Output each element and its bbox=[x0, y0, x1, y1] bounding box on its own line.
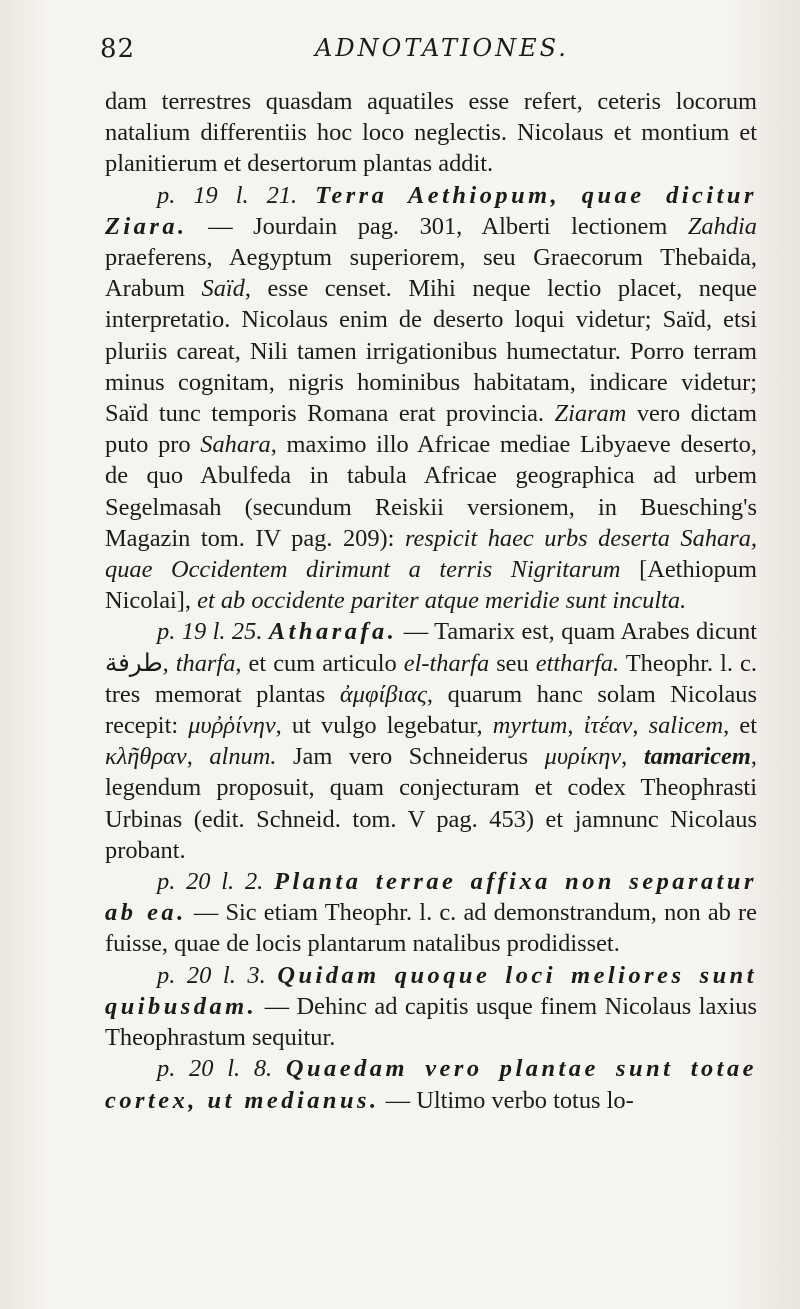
note-lemma: Atharafa. bbox=[268, 618, 398, 646]
note-lemma: Planta terrae affixa non separatur ab ea. bbox=[105, 868, 757, 927]
note-text: Jam vero Schneiderus bbox=[293, 743, 529, 771]
note-text: , legendum proposuit, quam conjecturam et codex Theophrasti Urbinas (edit. Schneid. tom. V pag. 453) et jamnunc Nicolaus probant. bbox=[105, 743, 757, 864]
greek-word: ἀμφίβιας bbox=[339, 680, 427, 708]
note-lemma: Terra Aethiopum, quae dicitur Ziara. bbox=[105, 181, 757, 240]
note-p20-l3 bbox=[105, 960, 757, 1054]
body-text bbox=[105, 86, 757, 1116]
italic-term: salicem bbox=[648, 712, 724, 740]
italic-term: Zahdia bbox=[687, 212, 757, 240]
note-reference: p. 20 l. 2. bbox=[157, 868, 264, 896]
note-reference: p. 19 l. 21. bbox=[157, 181, 298, 209]
note-p20-l8 bbox=[105, 1053, 757, 1115]
running-head: ADNOTATIONES. bbox=[315, 34, 569, 62]
note-text: praeferens, Aegyptum superiorem, seu Graecorum Thebaida, Arabum bbox=[105, 244, 757, 303]
italic-term: Ziaram bbox=[554, 400, 627, 428]
italic-term: el-tharfa bbox=[403, 649, 490, 677]
note-lemma: Quaedam vero plantae sunt totae cortex, ut medianus. bbox=[105, 1055, 757, 1114]
italic-term: Saïd bbox=[201, 275, 245, 303]
greek-word: μυρίκην bbox=[544, 743, 622, 771]
italic-quotation: et ab occidente pariter atque meridie sunt inculta. bbox=[197, 587, 687, 615]
note-text: vero dictam puto pro bbox=[105, 400, 757, 459]
note-text: [Aethiopum Nicolai], bbox=[105, 556, 757, 615]
greek-word: κλῆθραν bbox=[105, 743, 187, 771]
note-text: — Ultimo verbo totus lo- bbox=[385, 1086, 634, 1114]
italic-quotation: respicit haec urbs deserta Sahara, quae Occidentem dirimunt a terris Nigritarum bbox=[105, 524, 757, 584]
paragraph-text: dam terrestres quasdam aquatiles esse refert, ceteris locorum natalium differentiis hoc loco neglectis. Nicolaus et montium et planitierum et desertorum plantas addit. bbox=[105, 88, 757, 178]
paragraph-continuation bbox=[105, 86, 757, 180]
note-text: , esse censet. Mihi neque lectio placet, neque interpretatio. Nicolaus enim de deserto loqui videtur; Saïd, etsi pluriis careat, Nili tamen irrigationibus humectatur. Porro terram minus cognitam, nigris hominibus habitatam, indicare videtur; Saïd tunc temporis Romana erat provincia. bbox=[105, 275, 757, 428]
note-p19-l21 bbox=[105, 180, 757, 617]
note-text: , quarum hanc solam Nicolaus recepit: bbox=[105, 680, 757, 740]
italic-term: ettharfa. bbox=[535, 649, 620, 677]
arabic-word: طرفة bbox=[105, 649, 163, 677]
note-text: , et bbox=[723, 712, 757, 740]
note-text: — Tamarix est, quam Arabes dicunt bbox=[403, 618, 757, 646]
page-header bbox=[100, 34, 740, 64]
italic-term: Sahara bbox=[200, 431, 271, 459]
italic-term: alnum. bbox=[209, 743, 277, 771]
note-text: seu bbox=[496, 649, 529, 677]
note-reference: p. 20 l. 8. bbox=[157, 1055, 273, 1083]
note-text: — Jourdain pag. 301, Alberti lectionem bbox=[208, 212, 668, 240]
note-text: , ut vulgo legebatur, bbox=[275, 712, 483, 740]
note-text: — Dehinc ad capitis usque finem Nicolaus laxius Theophrastum sequitur. bbox=[105, 992, 757, 1052]
note-p19-l25: p. 19 l. 25. Atharafa. — Tamarix est, quam Arabes dicunt طرفة, tharfa, et cum articulo el-tharfa seu ettharfa. Theophr. l. c. tres memorat plantas ἀμφίβιας, quarum hanc solam Nicolaus recepit: μυῤῥίνην, ut vulgo legebatur, myrtum, ἰτέαν, salicem, et κλῆθραν, alnum. Jam vero Schneiderus μυρίκην, tamaricem, legendum proposuit, quam conjecturam et codex Theophrasti Urbinas (edit. Schneid. tom. V pag. 453) et jamnunc Nicolaus probant. bbox=[105, 618, 757, 864]
note-p20-l2 bbox=[105, 866, 757, 960]
italic-term: tharfa bbox=[175, 649, 236, 677]
note-reference: p. 19 l. 25. bbox=[157, 618, 263, 646]
note-text: Theophr. l. c. tres memorat plantas bbox=[105, 649, 757, 708]
greek-word: ἰτέαν bbox=[583, 712, 633, 740]
greek-word: μυῤῥίνην bbox=[188, 712, 276, 740]
note-text: , maximo illo Africae mediae Libyaeve deserto, de quo Abulfeda in tabula Africae geographica ad urbem Segelmasah (secundum Reiskii versionem, in Buesching's Magazin tom. IV pag. 209): bbox=[105, 431, 757, 552]
italic-term: tamaricem bbox=[643, 743, 751, 771]
italic-term: myrtum bbox=[492, 712, 568, 740]
note-text: — Sic etiam Theophr. l. c. ad demonstrandum, non ab re fuisse, quae de locis plantarum natalibus prodidisset. bbox=[105, 899, 758, 958]
note-text: , et cum articulo bbox=[235, 649, 397, 677]
note-lemma: Quidam quoque loci meliores sunt quibusdam. bbox=[105, 961, 757, 1020]
page-number: 82 bbox=[100, 34, 136, 64]
note-reference: p. 20 l. 3. bbox=[157, 961, 266, 989]
